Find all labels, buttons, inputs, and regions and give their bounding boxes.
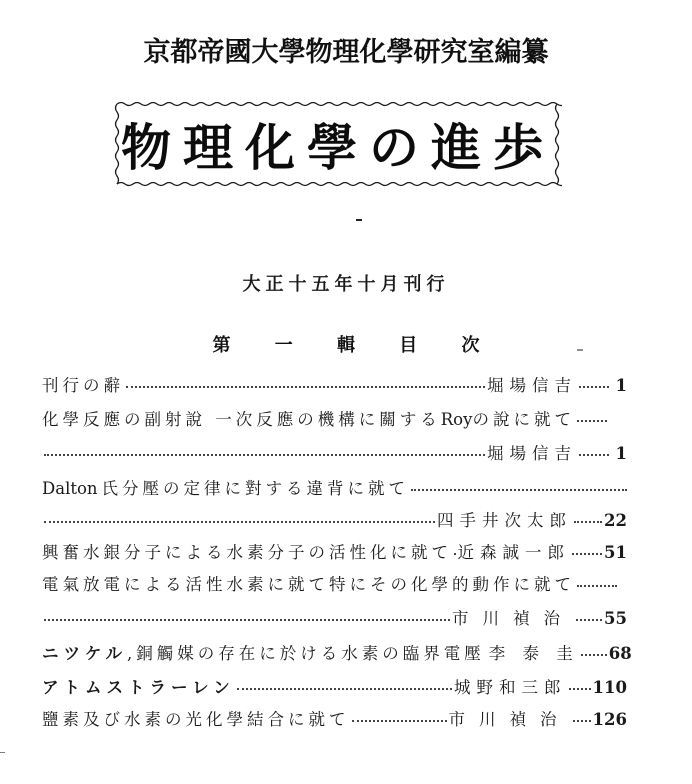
entry-author: 堀場信吉: [487, 376, 577, 395]
entry-title-bold: ニツケル: [42, 644, 128, 663]
entry-author: 近森誠一郎: [457, 543, 571, 562]
leader-dots: [579, 386, 609, 388]
leader-dots: [581, 654, 607, 656]
leader-dots: [44, 521, 435, 523]
entry-page: 126: [592, 710, 627, 729]
toc-entry-continuation: [42, 507, 627, 531]
entry-title-latin: Roy: [440, 410, 473, 429]
leader-dots: [352, 720, 447, 722]
leader-dots: [411, 489, 627, 491]
toc-entry[interactable]: [42, 571, 627, 595]
entry-page: 22: [604, 511, 627, 530]
entry-title: の說に就て: [472, 410, 575, 429]
toc-entry[interactable]: [42, 406, 627, 430]
leader-dots: [126, 386, 485, 388]
leader-dots: [579, 454, 609, 456]
print-speck: [0, 752, 5, 753]
entry-title: 氏分壓の定律に對する違背に就て: [101, 479, 410, 498]
leader-dots: [237, 688, 452, 690]
entry-page: 51: [604, 543, 627, 562]
editor-line: 京都帝國大學物理化學研究室編纂: [143, 37, 549, 68]
entry-title-latin: Dalton: [42, 479, 98, 498]
publication-date: 大正十五年十月刊行: [242, 274, 450, 295]
entry-author: 李 泰 圭: [488, 644, 579, 663]
toc-entry-continuation: [42, 605, 627, 629]
entry-title: 興奮水銀分子による水素分子の活性化に就て: [42, 543, 452, 562]
entry-page: 110: [592, 678, 627, 697]
leader-dots: [454, 553, 456, 555]
leader-dots: [577, 585, 617, 587]
entry-author: 市川禎治: [452, 609, 575, 628]
toc-entry[interactable]: [42, 706, 627, 730]
toc-heading: 第 一 輯 目 次: [212, 335, 499, 356]
toc-entry-continuation: [42, 440, 627, 464]
journal-title: 物理化學の進歩: [121, 118, 555, 177]
entry-page: 1: [615, 444, 627, 463]
toc-entry[interactable]: [42, 674, 627, 698]
print-speck: [356, 219, 362, 221]
leader-dots: [577, 420, 607, 422]
toc-entry[interactable]: [42, 475, 627, 499]
leader-dots: [572, 553, 602, 555]
title-frame: [114, 100, 562, 188]
leader-dots: [573, 720, 591, 722]
entry-title: 電氣放電による活性水素に就て特にその化學的動作に就て: [42, 575, 575, 594]
entry-title: ,銅觸媒の存在に於ける水素の臨界電壓: [127, 644, 485, 663]
entry-author: 市川禎治: [448, 710, 571, 729]
leader-dots: [569, 688, 591, 690]
entry-author: 四手井次太郎: [437, 511, 573, 530]
leader-dots: [576, 619, 602, 621]
toc-entry[interactable]: [42, 372, 627, 396]
toc-entry[interactable]: [42, 640, 632, 664]
entry-page: 55: [604, 609, 627, 628]
entry-page: 68: [608, 644, 632, 663]
entry-page: 1: [615, 376, 627, 395]
entry-author: 城野和三郎: [454, 678, 567, 697]
leader-dots: [44, 454, 485, 456]
leader-dots: [44, 619, 450, 621]
entry-title: 化學反應の副射說 一次反應の機構に關する: [42, 410, 441, 429]
entry-title-bold: アトムストラーレン: [42, 678, 235, 697]
toc-entry[interactable]: [42, 539, 627, 563]
leader-dots: [574, 521, 602, 523]
entry-title: 刊行の辭: [42, 376, 124, 395]
entry-author: 堀場信吉: [487, 444, 577, 463]
entry-title: 鹽素及び水素の光化學結合に就て: [42, 710, 350, 729]
